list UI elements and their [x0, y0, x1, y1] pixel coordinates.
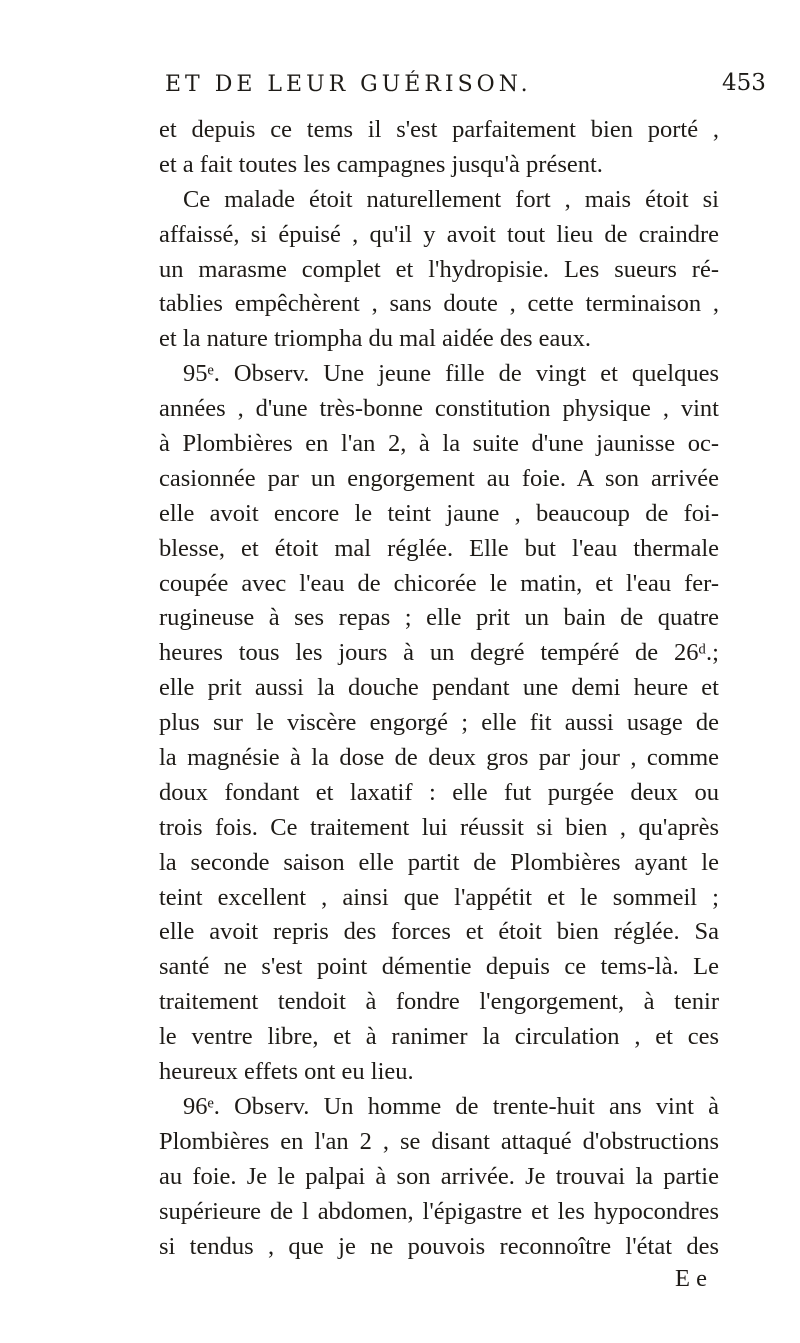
text-line: doux fondant et laxatif : elle fut purgée deux ou — [159, 778, 719, 806]
body-text — [159, 113, 719, 1294]
text-line: elle avoit encore le teint jaune , beaucoup de foi- — [159, 499, 719, 527]
text-line: blesse, et étoit mal réglée. Elle but l'eau thermale — [159, 534, 719, 562]
text-line: trois fois. Ce traitement lui réussit si bien , qu'après — [159, 813, 719, 841]
text-line: affaissé, si épuisé , qu'il y avoit tout lieu de craindre — [159, 220, 719, 248]
text-line: supérieure de l abdomen, l'épigastre et les hypocondres — [159, 1197, 719, 1225]
text-line: à Plombières en l'an 2, à la suite d'une jaunisse oc- — [159, 430, 719, 458]
text-line: heureux effets ont eu lieu. — [159, 1058, 414, 1086]
text-line: et depuis ce tems il s'est parfaitement bien porté , — [159, 116, 719, 143]
text-line: années , d'une très-bonne constitution physique , vint — [159, 395, 719, 423]
text-line: traitement tendoit à fondre l'engorgement, à tenir — [159, 988, 719, 1016]
text-line: elle avoit repris des forces et étoit bien réglée. Sa — [159, 918, 719, 946]
text-line: elle prit aussi la douche pendant une demi heure et — [159, 674, 719, 702]
text-line: Plombières en l'an 2 , se disant attaqué d'obstructions — [159, 1127, 719, 1155]
catchword: E e — [675, 1265, 707, 1293]
text-line: si tendus , que je ne pouvois reconnoître l'état des — [159, 1232, 719, 1260]
text-line: au foie. Je le palpai à son arrivée. Je trouvai la partie — [159, 1162, 719, 1190]
text-line: Ce malade étoit naturellement fort , mais étoit si — [183, 185, 719, 213]
text-line: 95ᵉ. Observ. Une jeune fille de vingt et quelques — [183, 360, 719, 388]
running-head: ET DE LEUR GUÉRISON. — [165, 72, 532, 97]
page-number: 453 — [722, 70, 766, 96]
text-line: plus sur le viscère engorgé ; elle fit aussi usage de — [159, 709, 719, 737]
text-line: et a fait toutes les campagnes jusqu'à présent. — [159, 150, 603, 178]
text-line: la magnésie à la dose de deux gros par jour , comme — [159, 744, 719, 772]
text-line: rugineuse à ses repas ; elle prit un bain de quatre — [159, 604, 719, 632]
text-line: teint excellent , ainsi que l'appétit et le sommeil ; — [159, 883, 719, 911]
text-line: casionnée par un engorgement au foie. A son arrivée — [159, 464, 719, 492]
text-line: tablies empêchèrent , sans doute , cette terminaison , — [159, 290, 719, 318]
text-line: un marasme complet et l'hydropisie. Les sueurs ré- — [159, 255, 719, 283]
text-line: santé ne s'est point démentie depuis ce tems-là. Le — [159, 953, 719, 981]
text-line: heures tous les jours à un degré tempéré de 26ᵈ.; — [159, 639, 719, 667]
text-line: 96ᵉ. Observ. Un homme de trente-huit ans vint à — [183, 1092, 719, 1120]
text-line: coupée avec l'eau de chicorée le matin, et l'eau fer- — [159, 569, 719, 597]
text-line: la seconde saison elle partit de Plombières ayant le — [159, 848, 719, 876]
text-line: le ventre libre, et à ranimer la circulation , et ces — [159, 1023, 719, 1051]
text-line: et la nature triompha du mal aidée des eaux. — [159, 325, 591, 353]
